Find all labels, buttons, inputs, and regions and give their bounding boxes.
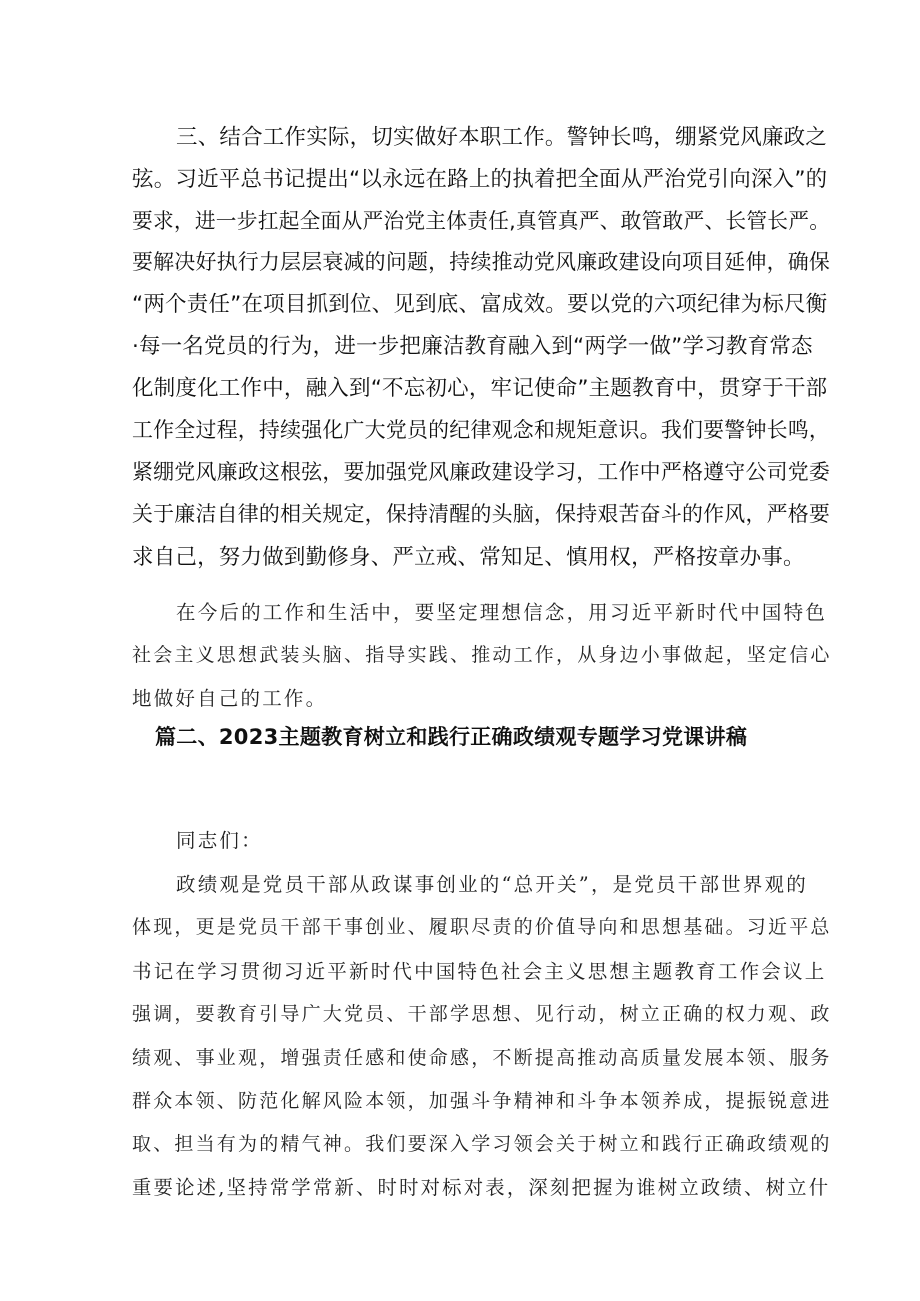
- paragraph-line: 强调，要教育引导广大党员、干部学思想、见行动，树立正确的权力观、政: [132, 1003, 832, 1025]
- paragraph-line: 三、结合工作实际，切实做好本职工作。警钟长鸣，绷紧党风廉政之: [176, 125, 828, 150]
- paragraph-line: 关于廉洁自律的相关规定，保持清醒的头脑，保持艰苦奋斗的作风，严格要: [132, 502, 831, 526]
- paragraph-line: 社会主义思想武装头脑、指导实践、推动工作，从身边小事做起，坚定信心: [132, 644, 832, 666]
- paragraph-line: 化制度化工作中，融入到“不忘初心，牢记使命”主题教育中，贯穿于干部: [132, 376, 828, 401]
- paragraph-line: 体现，更是党员干部干事创业、履职尽责的价值导向和思想基础。习近平总: [132, 916, 832, 938]
- paragraph-line: 要解决好执行力层层衰减的问题，持续推动党风廉政建设向项目延伸，确保: [132, 250, 831, 274]
- greeting: 同志们：: [176, 829, 263, 852]
- paragraph-line: 绩观、事业观，增强责任感和使命感，不断提高推动高质量发展本领、服务: [132, 1047, 832, 1069]
- paragraph-line: 政绩观是党员干部从政谋事创业的“总开关”，是党员干部世界观的: [176, 873, 808, 896]
- paragraph-line: 取、担当有为的精气神。我们要深入学习领会关于树立和践行正确政绩观的: [132, 1133, 832, 1155]
- paragraph-line: 弦。习近平总书记提出“以永远在路上的执着把全面从严治党引向深入”的: [132, 167, 828, 192]
- paragraph-line: 书记在学习贯彻习近平新时代中国特色社会主义思想主题教育工作会议上: [132, 960, 827, 983]
- paragraph-line: 紧绷党风廉政这根弦，要加强党风廉政建设学习，工作中严格遵守公司党委: [132, 460, 831, 484]
- paragraph-line: “两个责任”在项目抓到位、见到底、富成效。要以党的六项纪律为标尺衡: [132, 292, 828, 317]
- paragraph-line: 工作全过程，持续强化广大党员的纪律观念和规矩意识。我们要警钟长鸣，: [132, 418, 831, 442]
- paragraph-line: 地做好自己的工作。: [132, 687, 328, 710]
- paragraph-line: 在今后的工作和生活中，要坚定理想信念，用习近平新时代中国特色: [176, 601, 828, 624]
- paragraph-line: ·每一名党员的行为，进一步把廉洁教育融入到“两学一做”学习教育常态: [132, 334, 813, 359]
- paragraph-line: 重要论述,坚持常学常新、时时对标对表，深刻把握为谁树立政绩、树立什: [132, 1176, 831, 1199]
- paragraph-line: 群众本领、防范化解风险本领，加强斗争精神和斗争本领养成，提振锐意进: [132, 1090, 832, 1112]
- paragraph-line: 要求，进一步扛起全面从严治党主体责任,真管真严、敢管敢严、长管长严。: [132, 209, 831, 233]
- paragraph-line: 求自己，努力做到勤修身、严立戒、常知足、慎用权，严格按章办事。: [132, 545, 805, 570]
- section-heading: 篇二、2023主题教育树立和践行正确政绩观专题学习党课讲稿: [155, 725, 748, 749]
